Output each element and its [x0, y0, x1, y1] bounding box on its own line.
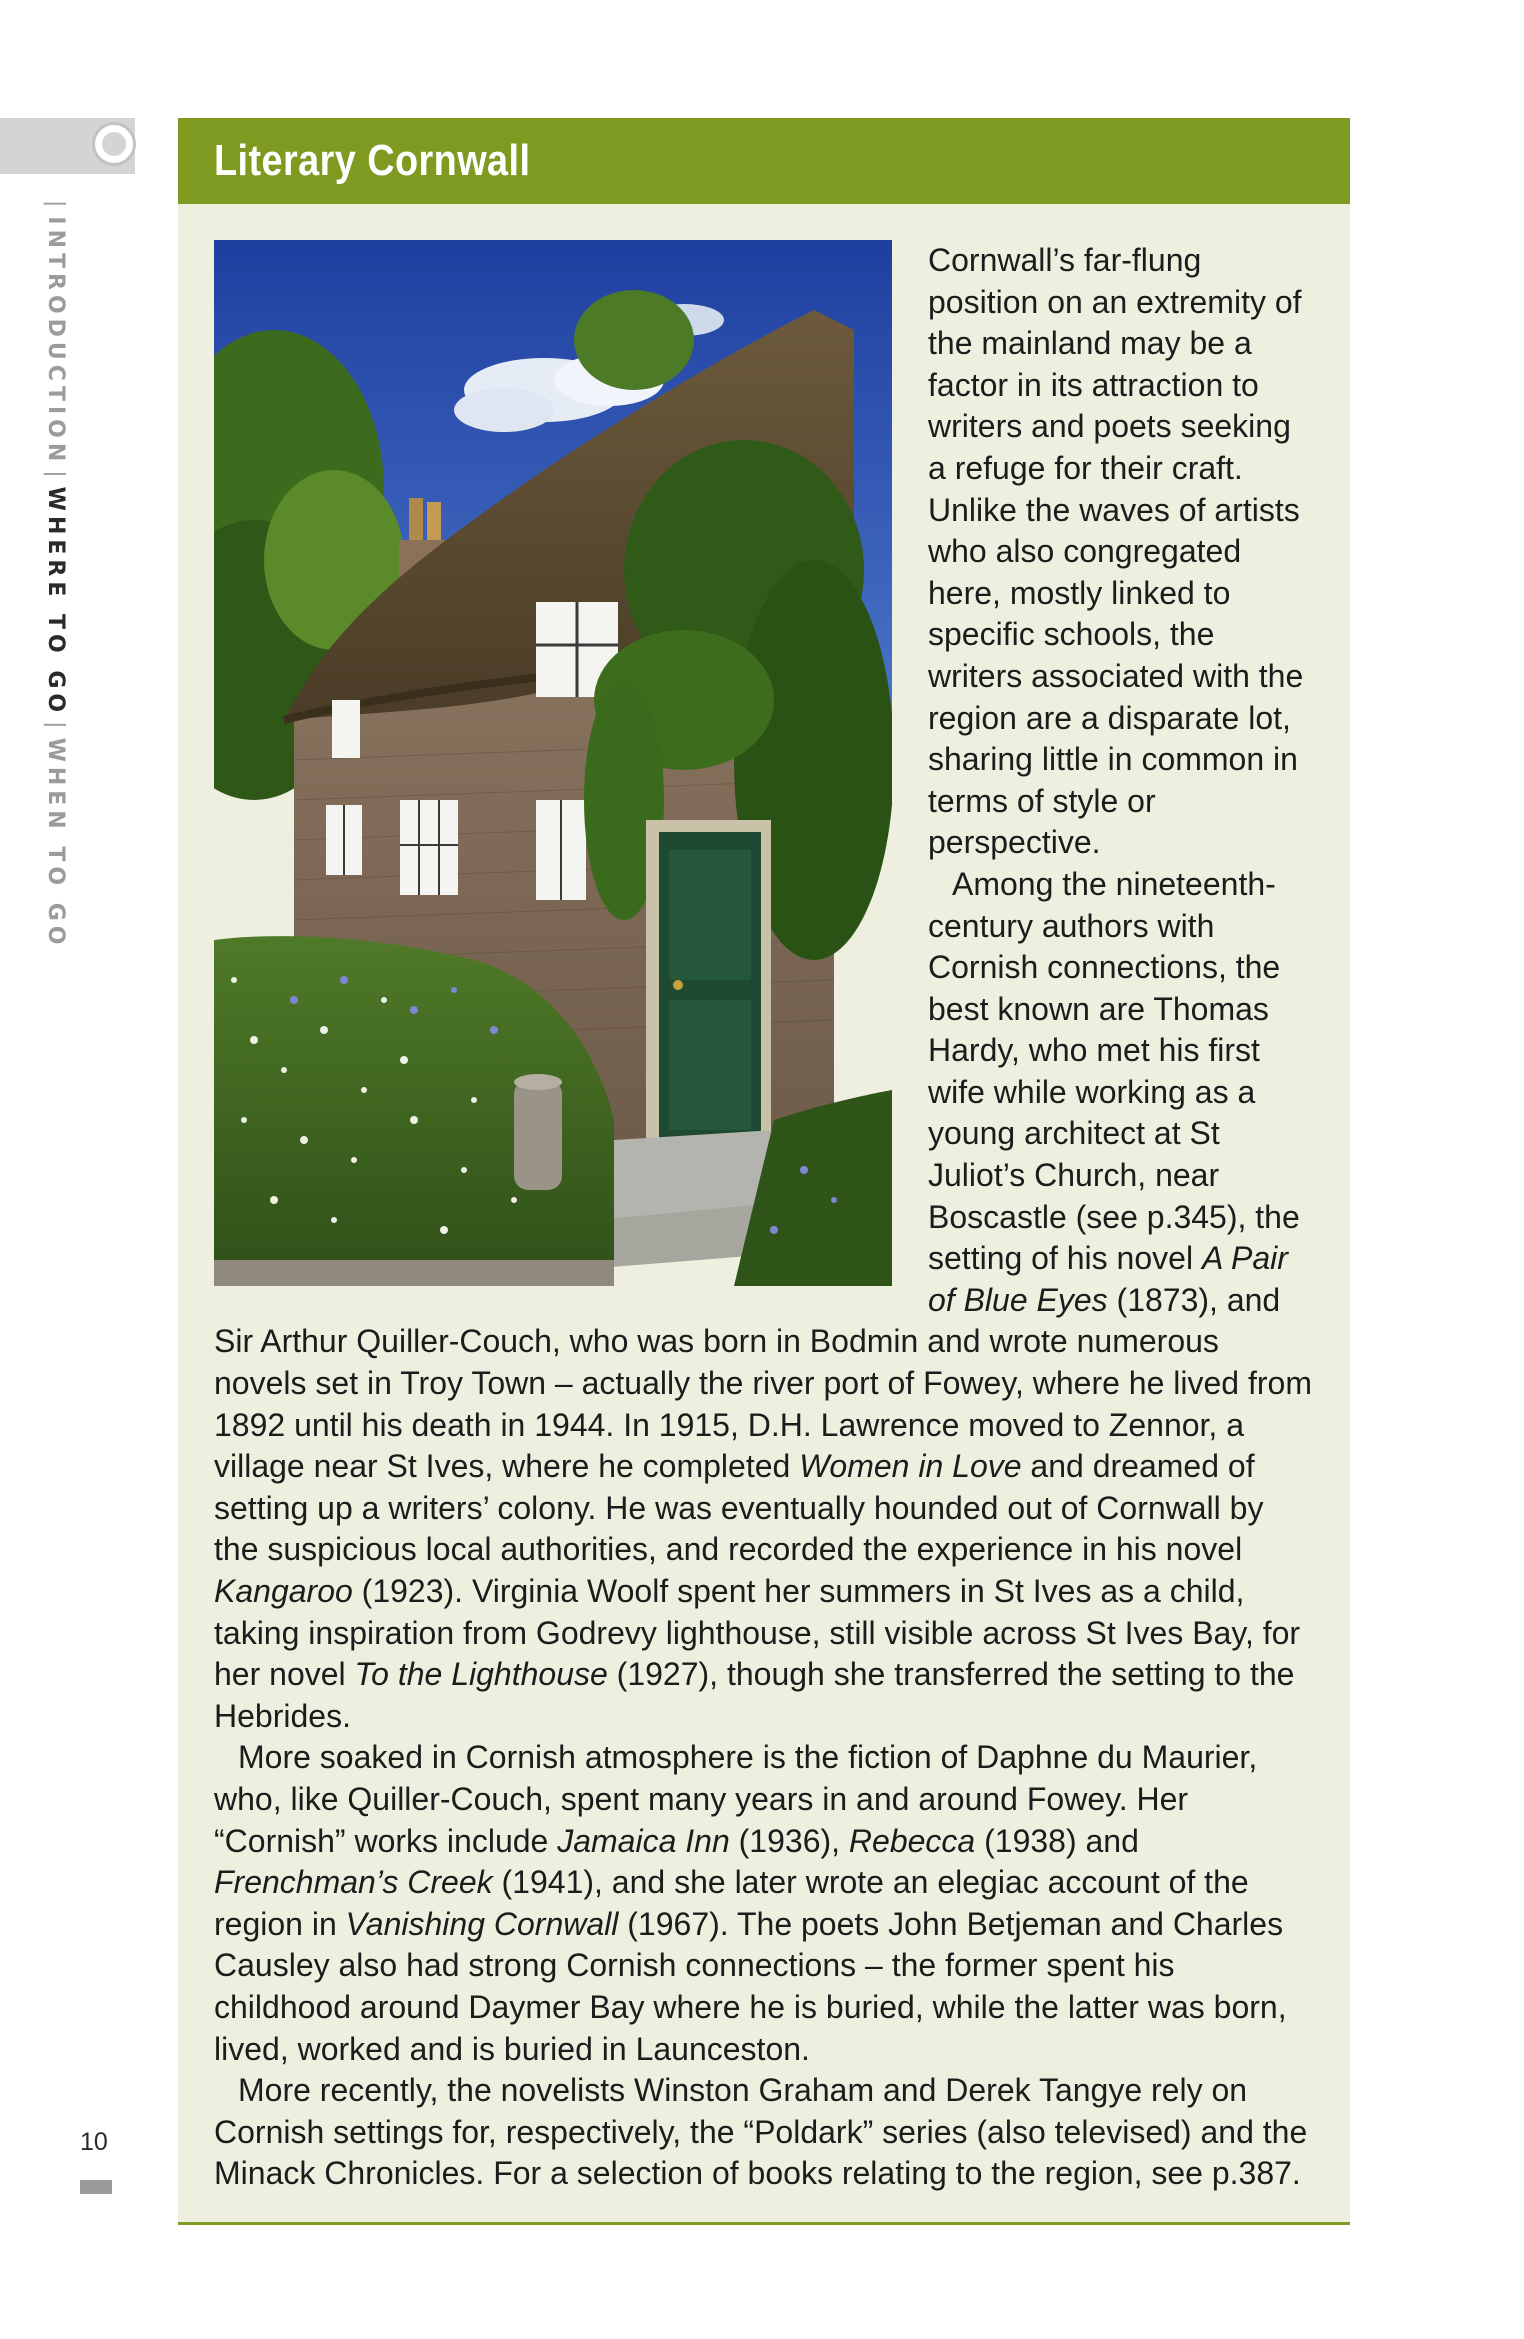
thatched-cottage-photo [214, 240, 892, 1286]
box-header [178, 118, 1350, 204]
nav-separator: | [43, 470, 68, 483]
nav-separator: | [43, 200, 68, 213]
nav-item-introduction[interactable]: INTRODUCTION [43, 216, 68, 467]
text-run: More recently, the novelists Winston Graham and Derek Tangye rely on Cornish settings for, respectively, the “Poldark” series (also televised) and the Minack Chronicles. For a selection of books relating to the region, see p.387. [214, 2072, 1308, 2192]
feature-box [178, 118, 1350, 2225]
page-number: 10 [80, 2128, 108, 2156]
section-nav [43, 196, 68, 949]
text-run: (1923). Virginia Woolf spent her summers in St Ives as a child, taking inspiration from Godrevy lighthouse, still visible across St Ives Bay, for her novel [214, 1573, 1301, 1693]
text-run: Among the nineteenth-century authors with Cornish connections, the best known are Thomas Hardy, who met his first wife while working as a young architect at St Juliot’s Church, near Boscastle (see p.345), the setting of his novel [928, 865, 1300, 1277]
text-run: Cornwall’s far-flung position on an extremity of the mainland may be a factor in its attraction to writers and poets seeking a refuge for their craft. Unlike the waves of artists who also congregated here, mostly linked to specific schools, the writers associated with the region are a disparate lot, sharing little in common in terms of style or perspective. [928, 242, 1304, 861]
book-title: Frenchman’s Creek [214, 1864, 493, 1901]
section-tab-circle-icon [92, 122, 136, 166]
nav-item-where-to-go[interactable]: WHERE TO GO [43, 486, 68, 718]
nav-separator: | [43, 721, 68, 734]
book-title: Rebecca [848, 1822, 976, 1859]
nav-item-when-to-go[interactable]: WHEN TO GO [43, 737, 68, 950]
box-title: Literary Cornwall [214, 136, 531, 185]
paragraph [214, 2070, 1314, 2195]
box-body [214, 240, 1314, 2195]
text-run: (1938) and [975, 1822, 1139, 1859]
page-marker [80, 2180, 112, 2194]
text-run: (1873), and Sir Arthur Quiller-Couch, who was born in Bodmin and wrote numerous novels set in Troy Town – actually the river port of Fowey, where he lived from 1892 until his death in 1944. In 1915, D.H. Lawrence moved to Zennor, a village near St Ives, where he completed [214, 1281, 1312, 1485]
text-run: (1936), [729, 1822, 849, 1859]
text-run: More soaked in Cornish atmosphere is the fiction of Daphne du Maurier, who, like Quiller-Couch, spent many years in and around Fowey. Her “Cornish” works include [214, 1739, 1258, 1859]
book-title: Women in Love [799, 1448, 1022, 1485]
text-run: (1927), though she transferred the setting to the Hebrides. [214, 1656, 1295, 1734]
paragraph [214, 1737, 1314, 2070]
book-title: Kangaroo [214, 1573, 353, 1609]
book-title: Jamaica Inn [557, 1822, 730, 1859]
book-title: To the Lighthouse [354, 1656, 608, 1693]
text-run: (1941), and she later wrote an elegiac account of the region in [214, 1864, 1249, 1942]
text-run: (1967). The poets John Betjeman and Charles Causley also had strong Cornish connections – the former spent his childhood around Daymer Bay where he is buried, while the latter was born, lived, worked and is buried in Launceston. [214, 1905, 1287, 2067]
book-title: Vanishing Cornwall [345, 1905, 619, 1942]
book-title: A Pair of Blue Eyes [928, 1240, 1288, 1318]
text-run: and dreamed of setting up a writers’ colony. He was eventually hounded out of Cornwall by the suspicious local authorities, and recorded the experience in his novel [214, 1448, 1264, 1568]
